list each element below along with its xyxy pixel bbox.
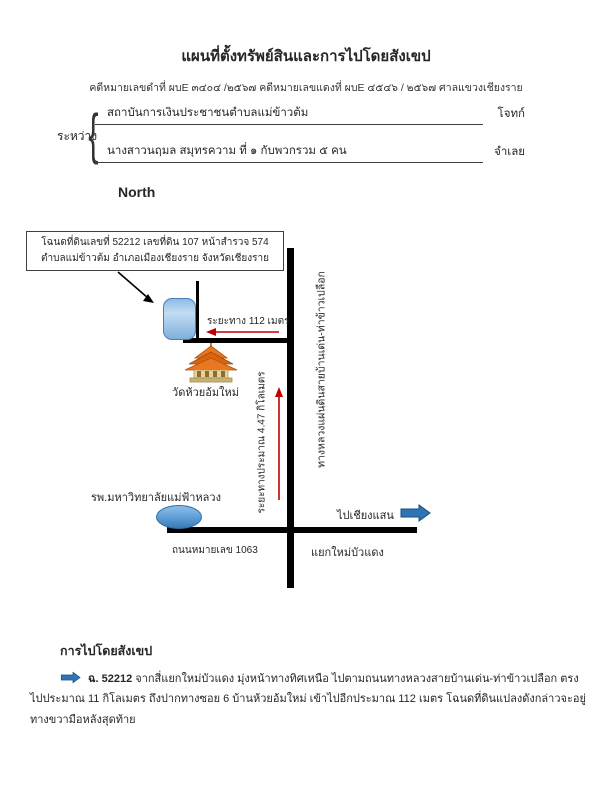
defendant-row (95, 142, 525, 163)
plaintiff-role: โจทก์ (497, 108, 525, 120)
to-chiang-saen-label: ไปเชียงแสน (337, 510, 394, 522)
callout-line-1: โฉนดที่ดินเลขที่ 52212 เลขที่ดิน 107 หน้าสำรวจ 574 (41, 237, 269, 248)
temple-icon (182, 343, 240, 383)
case-number-line: คดีหมายเลขดำที่ ผบE ๓๔๐๔ /๒๕๖๗ คดีหมายเลขแดงที่ ผบE ๔๕๔๖ / ๒๕๖๗ ศาลแขวงเชียงราย (89, 82, 523, 94)
directions-paragraph (30, 669, 590, 730)
property-marker (163, 298, 196, 340)
plaintiff-row (95, 104, 525, 125)
distance-447-arrow-icon (273, 385, 285, 505)
road-stub (196, 281, 199, 341)
road-main-vertical (287, 248, 294, 588)
callout-line-2: ตำบลแม่ข้าวต้ม อำเภอเมืองเชียงราย จังหวัดเชียงราย (41, 253, 269, 264)
hospital-label: รพ.มหาวิทยาลัยแม่ฟ้าหลวง (91, 492, 221, 504)
temple-label: วัดห้วยอ้มใหม่ (172, 387, 239, 399)
defendant-role: จำเลย (494, 146, 525, 158)
road-1063-label: ถนนหมายเลข 1063 (172, 545, 258, 556)
distance-112-label: ระยะทาง 112 เมตร (207, 316, 290, 327)
distance-447-label: ระยะทางประมาณ 4.47 กิโลเมตร (256, 371, 268, 514)
junction-label: แยกใหม่บัวแดง (311, 547, 384, 559)
north-label: North (118, 184, 156, 200)
directions-body: จากสี่แยกใหม่บัวแดง มุ่งหน้าทางทิศเหนือ ไปตามถนนทางหลวงสายบ้านเด่น-ท่าข้าวเปลือก ตรงไปประมาณ 11 กิโลเมตร ถึงปากทางซอย 6 บ้านห้วยอ้มใหม่ เข้าไปอีกประมาณ 112 เมตร โฉนดที่ดินแปลงดังกล่าวจะอยู่ทางขวามือหลังสุดท้าย (30, 673, 586, 726)
directions-bold-prefix: ฉ. 52212 (88, 673, 133, 685)
directions-heading: การไปโดยสังเขป (60, 644, 153, 658)
directions-arrow-icon (60, 671, 82, 684)
page-title: แผนที่ตั้งทรัพย์สินและการไปโดยสังเขป (181, 48, 431, 65)
land-deed-callout (26, 231, 284, 271)
callout-pointer-arrow-icon (112, 268, 164, 310)
brace-glyph: { (88, 102, 99, 165)
road-1063-horizontal (167, 527, 417, 533)
defendant-name: นางสาวนฤมล สมุทรความ ที่ ๑ กับพวกรวม ๕ คน (95, 142, 483, 163)
to-chiang-saen-arrow-icon (400, 503, 432, 523)
distance-112-arrow-icon (203, 326, 283, 338)
highway-label: ทางหลวงแผ่นดินสายบ้านเด่น-ท่าข้าวเปลือก (315, 271, 328, 468)
hospital-marker (156, 505, 202, 529)
plaintiff-name: สถาบันการเงินประชาชนตำบลแม่ข้าวต้ม (95, 104, 483, 125)
between-label: ระหว่าง (57, 129, 98, 143)
